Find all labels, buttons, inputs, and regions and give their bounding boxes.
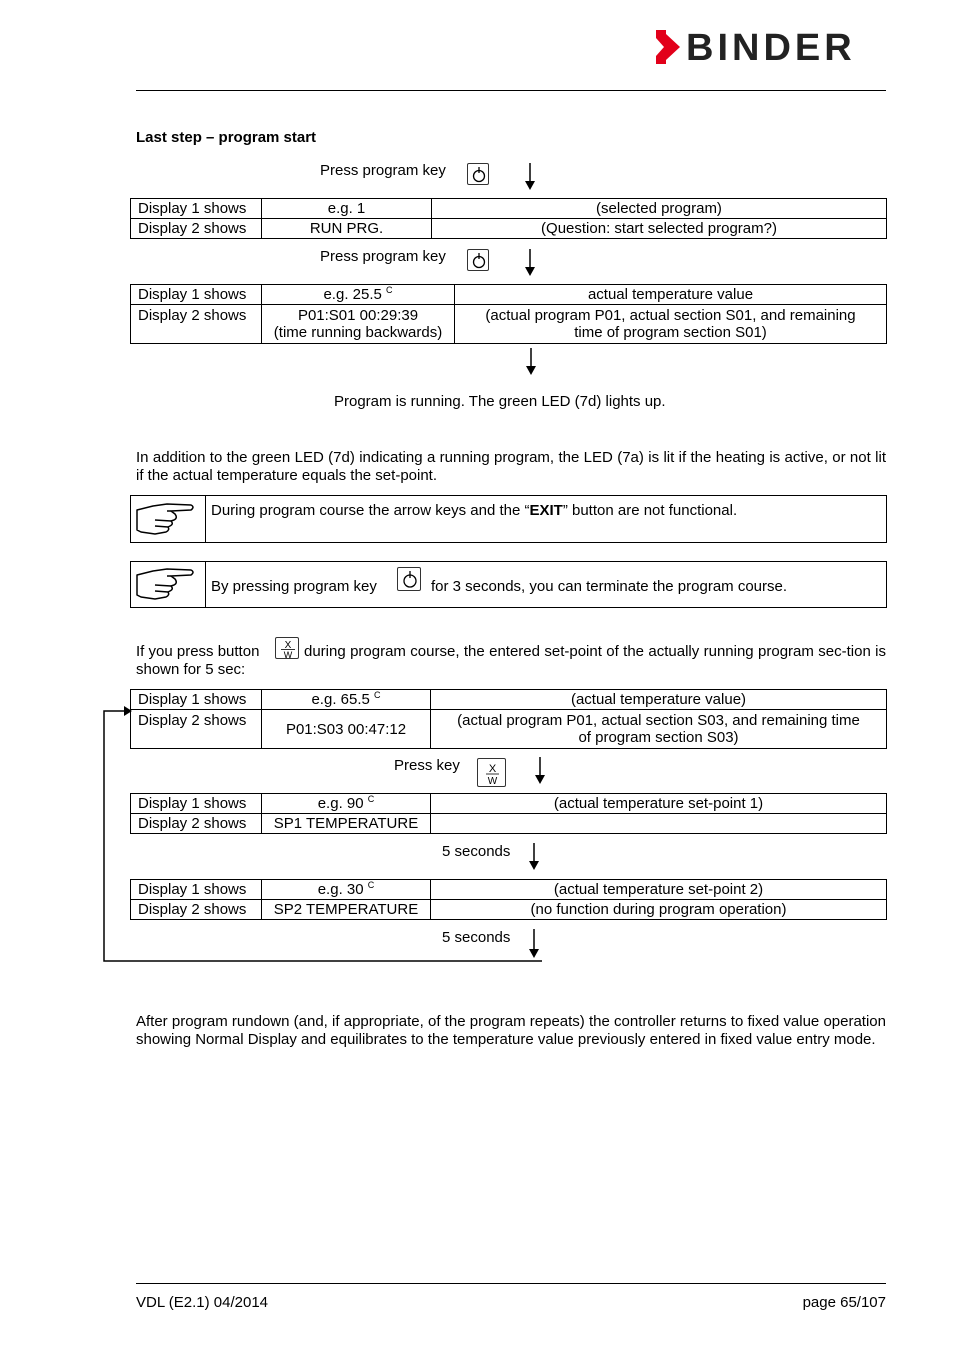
- unit-text: C: [367, 794, 375, 804]
- value-text: e.g. 25.5: [323, 286, 382, 303]
- note1-text: [211, 502, 871, 519]
- value-text: e.g. 65.5: [311, 691, 370, 708]
- section-title: Last step – program start: [136, 129, 317, 146]
- row-value: RUN PRG.: [262, 219, 432, 239]
- step1-table: [130, 198, 887, 239]
- brand-logo: [656, 27, 888, 69]
- row-label: Display 1 shows: [131, 285, 262, 305]
- down-arrow-icon: [524, 163, 536, 191]
- row-value: SP2 TEMPERATURE: [262, 900, 431, 920]
- row-value: [262, 285, 455, 305]
- row-label: Display 2 shows: [131, 710, 262, 749]
- svg-text:W: W: [283, 650, 293, 660]
- down-arrow-icon: [525, 348, 537, 376]
- row-label: Display 2 shows: [131, 305, 262, 344]
- row-value: P01:S03 00:47:12: [262, 710, 431, 749]
- paragraph2-before: If you press button: [136, 643, 260, 660]
- unit-text: C: [367, 880, 375, 890]
- key-glyph-top: X: [488, 763, 497, 775]
- paragraph2-after: during program course, the entered set-point of the actually running program sec-tion is shown for 5 sec:: [136, 643, 886, 678]
- row-label: Display 1 shows: [131, 199, 262, 219]
- footer-page-number: page 65/107: [802, 1294, 886, 1311]
- key-glyph-bottom: W: [487, 776, 498, 787]
- exit-label: EXIT: [529, 502, 563, 519]
- row-label: Display 2 shows: [131, 219, 262, 239]
- wait-label-2: 5 seconds: [442, 929, 511, 946]
- row-desc: (actual temperature value): [431, 690, 887, 710]
- row-value: SP1 TEMPERATURE: [262, 814, 431, 834]
- row-desc: actual temperature value: [455, 285, 887, 305]
- desc-line: (actual program P01, actual section S01, and remaining: [485, 307, 856, 324]
- note-box-exit: [130, 495, 887, 543]
- row-desc: (selected program): [432, 199, 887, 219]
- brand-name: BINDER: [686, 27, 856, 69]
- table-row: [131, 285, 887, 305]
- row-label: Display 1 shows: [131, 880, 262, 900]
- program-key-icon: [467, 249, 489, 271]
- row-desc: (Question: start selected program?): [432, 219, 887, 239]
- desc-line: time of program section S01): [574, 324, 767, 341]
- note-text: ” button are not functional.: [562, 502, 738, 519]
- running-text: Program is running. The green LED (7d) lights up.: [334, 393, 666, 410]
- pointing-hand-icon: [131, 496, 206, 542]
- table-row: [131, 199, 887, 219]
- desc-line: of program section S03): [578, 729, 739, 746]
- footer-doc-id: VDL (E2.1) 04/2014: [136, 1294, 269, 1311]
- unit-text: C: [386, 285, 393, 295]
- value-line: (time running backwards): [273, 324, 443, 341]
- footer-rule: [136, 1283, 886, 1284]
- note2-text-before: By pressing program key: [211, 578, 377, 595]
- row-label: Display 2 shows: [131, 900, 262, 920]
- press-program-key-label-2: Press program key: [320, 248, 446, 265]
- row-desc: [455, 305, 887, 344]
- step2-table: [130, 284, 887, 344]
- note2-text-after: for 3 seconds, you can terminate the program course.: [431, 578, 788, 595]
- note-box-terminate: [130, 561, 887, 608]
- program-key-icon: [467, 163, 489, 185]
- pointing-hand-icon: [131, 562, 206, 607]
- program-key-icon: [397, 567, 421, 591]
- wait-label-1: 5 seconds: [442, 843, 511, 860]
- loop-back-arrow-icon: [98, 702, 548, 966]
- table-row: [131, 305, 887, 344]
- row-desc: (no function during program operation): [431, 900, 887, 920]
- paragraph-rundown: After program rundown (and, if appropriate, of the program repeats) the controller returns to fixed value operation showing Normal Display and equilibrates to the temperature value previously entered in fixed value entry mode.: [136, 1013, 886, 1048]
- unit-text: C: [374, 690, 381, 700]
- down-arrow-icon: [524, 249, 536, 277]
- note-text: During program course the arrow keys and the “: [211, 502, 530, 519]
- press-key-label: Press key: [394, 757, 460, 774]
- row-label: Display 2 shows: [131, 814, 262, 834]
- desc-line: (actual program P01, actual section S03, and remaining time: [457, 712, 860, 729]
- value-text: e.g. 30: [317, 881, 364, 898]
- row-label: Display 1 shows: [131, 690, 262, 710]
- row-value: e.g. 1: [262, 199, 432, 219]
- press-program-key-label-1: Press program key: [320, 162, 446, 179]
- paragraph-led: In addition to the green LED (7d) indicating a running program, the LED (7a) is lit if the heating is active, or not lit if the actual temperature equals the set-point.: [136, 449, 886, 484]
- brand-mark-icon: [656, 30, 682, 64]
- svg-text:X: X: [284, 640, 292, 651]
- row-desc: (actual temperature set-point 2): [431, 880, 887, 900]
- row-desc: (actual temperature set-point 1): [431, 794, 887, 814]
- table-row: [131, 219, 887, 239]
- value-text: e.g. 90: [317, 795, 364, 812]
- row-value: [262, 305, 455, 344]
- row-label: Display 1 shows: [131, 794, 262, 814]
- header-rule: [136, 90, 886, 91]
- value-line: P01:S01 00:29:39: [297, 307, 419, 324]
